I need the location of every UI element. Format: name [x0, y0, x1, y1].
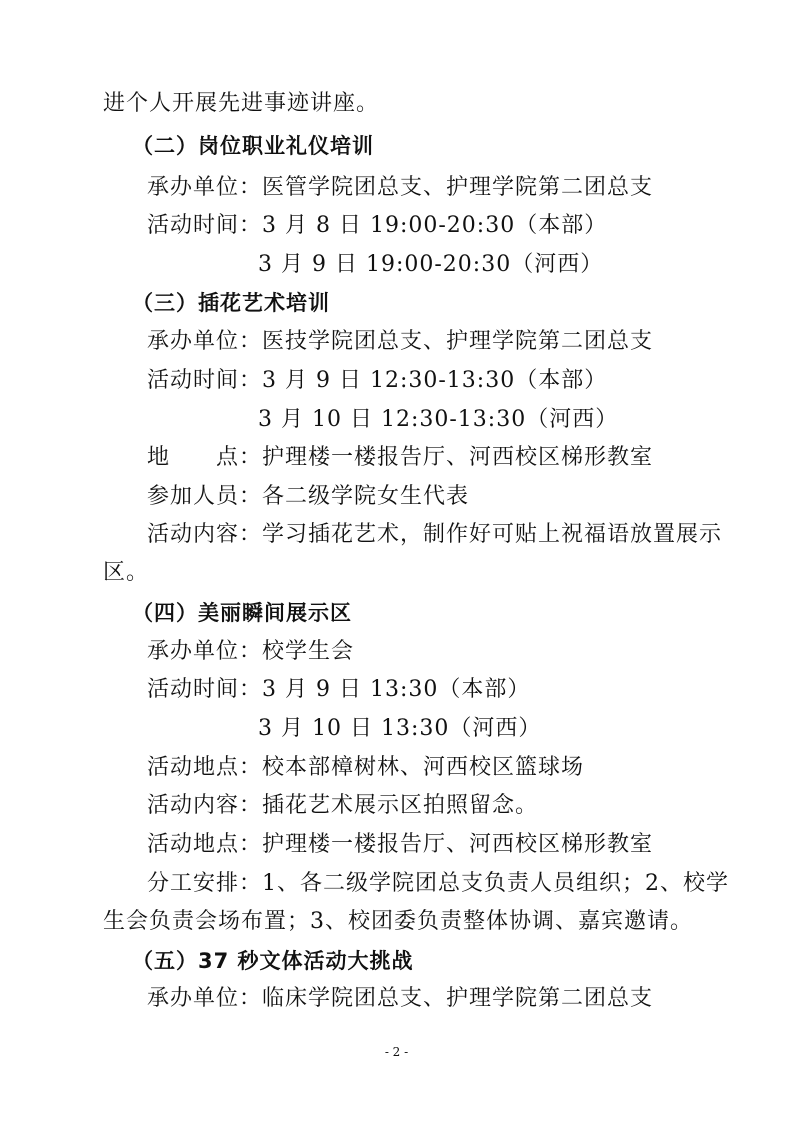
time-line: 活动时间：3 月 9 日 12:30-13:30（本部） [147, 368, 608, 393]
time-line-continued: 3 月 10 日 13:30（河西） [258, 716, 542, 741]
location-line: 活动地点：校本部樟树林、河西校区篮球场 [147, 755, 585, 780]
location-line: 地 点：护理楼一楼报告厅、河西校区梯形教室 [147, 445, 654, 470]
division-of-work-line: 分工安排：1、各二级学院团总支负责人员组织；2、校学 [147, 871, 729, 896]
time-line: 活动时间：3 月 9 日 13:30（本部） [147, 677, 531, 702]
time-line: 活动时间：3 月 8 日 19:00-20:30（本部） [147, 213, 608, 238]
participants-line: 参加人员：各二级学院女生代表 [147, 484, 470, 509]
organizer-line: 承办单位：校学生会 [147, 639, 355, 664]
section-heading: （二）岗位职业礼仪培训 [132, 134, 374, 158]
section-heading: （四）美丽瞬间展示区 [132, 601, 352, 625]
page-number: - 2 - [384, 1045, 409, 1059]
section-heading: （五）37 秒文体活动大挑战 [132, 949, 414, 973]
section-heading: （三）插花艺术培训 [132, 291, 330, 315]
organizer-line: 承办单位：临床学院团总支、护理学院第二团总支 [147, 986, 654, 1011]
time-line-continued: 3 月 9 日 19:00-20:30（河西） [258, 252, 604, 277]
location-line: 活动地点：护理楼一楼报告厅、河西校区梯形教室 [147, 832, 654, 857]
organizer-line: 承办单位：医技学院团总支、护理学院第二团总支 [147, 329, 654, 354]
division-of-work-line-continued: 生会负责会场布置；3、校团委负责整体协调、嘉宾邀请。 [103, 909, 693, 934]
time-line-continued: 3 月 10 日 12:30-13:30（河西） [258, 407, 619, 432]
organizer-line: 承办单位：医管学院团总支、护理学院第二团总支 [147, 175, 654, 200]
content-line-continued: 区。 [103, 560, 150, 585]
content-line: 活动内容：学习插花艺术，制作好可贴上祝福语放置展示 [147, 522, 723, 547]
content-line: 活动内容：插花艺术展示区拍照留念。 [147, 793, 539, 818]
body-text-line: 进个人开展先进事迹讲座。 [103, 91, 380, 116]
